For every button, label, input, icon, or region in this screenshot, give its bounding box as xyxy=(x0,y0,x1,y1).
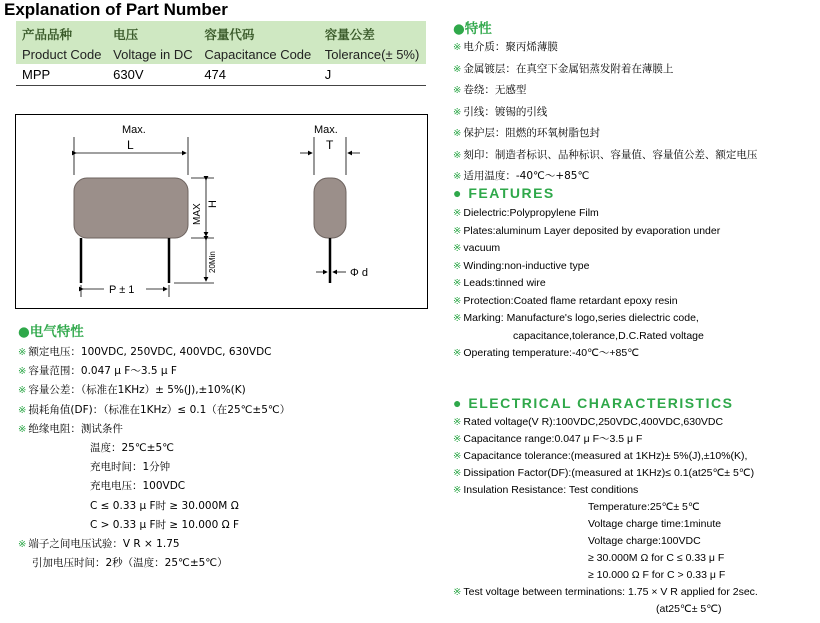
features-en-title: ● FEATURES xyxy=(453,185,555,201)
elec-en-list xyxy=(453,414,818,618)
list-item: ※ 保护层：阻燃的环氧树脂包封 xyxy=(453,127,600,139)
asterisk-icon: ※ xyxy=(18,404,27,416)
table-cell: J xyxy=(319,64,426,86)
table-header-cn xyxy=(16,21,426,44)
list-subitem: ≥ 10.000 Ω F for C > 0.33 μ F xyxy=(588,569,726,581)
list-item: ※ Plates:aluminum Layer deposited by evaporation under xyxy=(453,224,721,237)
dimension-diagram xyxy=(15,114,428,309)
bullet-dot-icon: ● xyxy=(18,324,30,340)
header-cell: Capacitance Code xyxy=(198,44,318,64)
list-item: ※ 额定电压：100VDC, 250VDC, 400VDC, 630VDC xyxy=(18,346,272,358)
side-T-label: T xyxy=(326,138,334,152)
features-cn-title: ●特性 xyxy=(453,21,492,37)
asterisk-icon: ※ xyxy=(453,260,462,272)
asterisk-icon: ※ xyxy=(18,366,27,378)
list-item: ※ 容量公差：（标准在1KHz）± 5%(J),±10%(K) xyxy=(18,384,246,397)
header-cell: 容量公差 xyxy=(319,21,426,44)
asterisk-icon: ※ xyxy=(453,106,462,118)
header-cell: 产品品种 xyxy=(16,21,107,44)
list-subitem: 充电电压：100VDC xyxy=(90,480,186,493)
list-item: ※ Capacitance range:0.047 μ F～3.5 μ F xyxy=(453,433,643,445)
list-item: ※ 适用温度：-40℃～+85℃ xyxy=(453,170,590,182)
asterisk-icon: ※ xyxy=(453,63,462,75)
list-item: ※ Dielectric:Polypropylene Film xyxy=(453,207,599,219)
page-title: Explanation of Part Number xyxy=(4,0,228,19)
list-subitem: Temperature:25℃± 5℃ xyxy=(588,501,700,513)
asterisk-icon: ※ xyxy=(453,85,462,96)
bullet-dot-icon: ● xyxy=(453,395,463,411)
list-subitem: 充电时间：1分钟 xyxy=(90,461,171,474)
asterisk-icon: ※ xyxy=(453,149,462,161)
asterisk-icon: ※ xyxy=(453,42,462,53)
header-cell: Voltage in DC xyxy=(107,44,198,64)
list-subitem: capacitance,tolerance,D.C.Rated voltage xyxy=(513,329,704,342)
list-item: ※ 端子之间电压试验：V R × 1.75 xyxy=(18,538,180,551)
capacitor-body-side xyxy=(314,178,346,238)
asterisk-icon: ※ xyxy=(453,243,462,254)
asterisk-icon: ※ xyxy=(453,485,462,496)
asterisk-icon: ※ xyxy=(453,468,462,479)
asterisk-icon: ※ xyxy=(453,417,462,428)
list-subitem: 引加电压时间：2秒（温度：25℃±5℃） xyxy=(32,557,228,570)
features-en-list xyxy=(453,205,818,363)
list-subitem: C ≤ 0.33 μ F时 ≥ 30.000M Ω xyxy=(90,499,239,512)
list-item: ※ Winding:non-inductive type xyxy=(453,259,590,272)
elec-cn-list xyxy=(18,343,423,573)
elec-cn-title: ●电气特性 xyxy=(18,324,84,340)
front-H-label: H xyxy=(207,200,219,208)
list-item: ※ 刻印：制造者标识、品种标识、容量值、容量值公差、额定电压 xyxy=(453,148,758,161)
asterisk-icon: ※ xyxy=(453,128,462,139)
asterisk-icon: ※ xyxy=(18,347,27,358)
front-pitch-label: P ± 1 xyxy=(109,284,135,296)
elec-en-title: ● ELECTRICAL CHARACTERISTICS xyxy=(453,395,734,411)
header-cell: Tolerance(± 5%) xyxy=(319,44,426,64)
list-item: ※ 金属镀层：在真空下金属铝蒸发附着在薄膜上 xyxy=(453,62,674,75)
header-cell: 容量代码 xyxy=(198,21,318,44)
features-cn-list xyxy=(453,37,818,188)
asterisk-icon: ※ xyxy=(453,451,462,462)
list-item: ※ 损耗角值(DF)：（标准在1KHz）≤ 0.1（在25℃±5℃） xyxy=(18,403,291,416)
bullet-dot-icon: ● xyxy=(453,21,465,37)
capacitor-body-front xyxy=(74,178,188,238)
asterisk-icon: ※ xyxy=(453,434,462,445)
list-item: ※ 卷绕：无感型 xyxy=(453,84,527,96)
table-header-en xyxy=(16,44,426,64)
list-item: ※ Capacitance tolerance:(measured at 1KHz)± 5%(J),±10%(K), xyxy=(453,450,748,462)
asterisk-icon: ※ xyxy=(18,385,27,397)
table-cell: 474 xyxy=(198,64,318,86)
dimension-drawing xyxy=(16,115,427,308)
side-d-label: Φ d xyxy=(350,267,368,279)
list-item: ※ Dissipation Factor(DF):(measured at 1KHz)≤ 0.1(at25℃± 5℃) xyxy=(453,467,755,479)
list-item: ※ Operating temperature:-40℃～+85℃ xyxy=(453,347,640,359)
table-cell: MPP xyxy=(16,64,107,86)
list-item: ※ vacuum xyxy=(453,242,501,254)
header-cell: Product Code xyxy=(16,44,107,64)
list-item: ※ 电介质：聚丙烯薄膜 xyxy=(453,41,558,53)
front-MAX-label: MAX xyxy=(192,203,203,225)
asterisk-icon: ※ xyxy=(453,208,462,219)
list-subitem: (at25℃± 5℃) xyxy=(656,603,722,615)
table-row xyxy=(16,64,426,86)
list-subitem: ≥ 30.000M Ω for C ≤ 0.33 μ F xyxy=(588,552,725,564)
header-cell: 电压 xyxy=(107,21,198,44)
part-number-table xyxy=(16,21,426,86)
side-max-label: Max. xyxy=(314,124,338,136)
list-subitem: C > 0.33 μ F时 ≥ 10.000 Ω F xyxy=(90,518,240,531)
list-item: ※ 容量范围：0.047 μ F～3.5 μ F xyxy=(18,365,177,378)
list-subitem: Voltage charge:100VDC xyxy=(588,535,701,547)
list-subitem: 温度：25℃±5℃ xyxy=(90,442,174,455)
front-L-label: L xyxy=(127,138,134,152)
asterisk-icon: ※ xyxy=(453,295,462,307)
list-item: ※ Insulation Resistance: Test conditions xyxy=(453,484,639,496)
front-lead-label: 20Min xyxy=(208,251,217,273)
asterisk-icon: ※ xyxy=(453,348,462,359)
list-item: ※ Leads:tinned wire xyxy=(453,277,546,289)
list-item: ※ 引线：镀锡的引线 xyxy=(453,105,548,118)
asterisk-icon: ※ xyxy=(453,313,462,324)
asterisk-icon: ※ xyxy=(453,587,462,598)
asterisk-icon: ※ xyxy=(453,278,462,289)
asterisk-icon: ※ xyxy=(18,539,27,551)
list-item: ※ Rated voltage(V R):100VDC,250VDC,400VDC,630VDC xyxy=(453,416,724,428)
bullet-dot-icon: ● xyxy=(453,185,463,201)
front-max-label: Max. xyxy=(122,124,146,136)
asterisk-icon: ※ xyxy=(453,225,462,237)
table-cell: 630V xyxy=(107,64,198,86)
asterisk-icon: ※ xyxy=(18,423,27,435)
list-item: ※ 绝缘电阻：测试条件 xyxy=(18,422,123,435)
list-item: ※ Test voltage between terminations: 1.75 × V R applied for 2sec. xyxy=(453,586,758,598)
list-item: ※ Marking: Manufacture's logo,series dielectric code, xyxy=(453,312,699,324)
asterisk-icon: ※ xyxy=(453,171,462,182)
list-subitem: Voltage charge time:1minute xyxy=(588,518,722,530)
list-item: ※ Protection:Coated flame retardant epoxy resin xyxy=(453,294,678,307)
